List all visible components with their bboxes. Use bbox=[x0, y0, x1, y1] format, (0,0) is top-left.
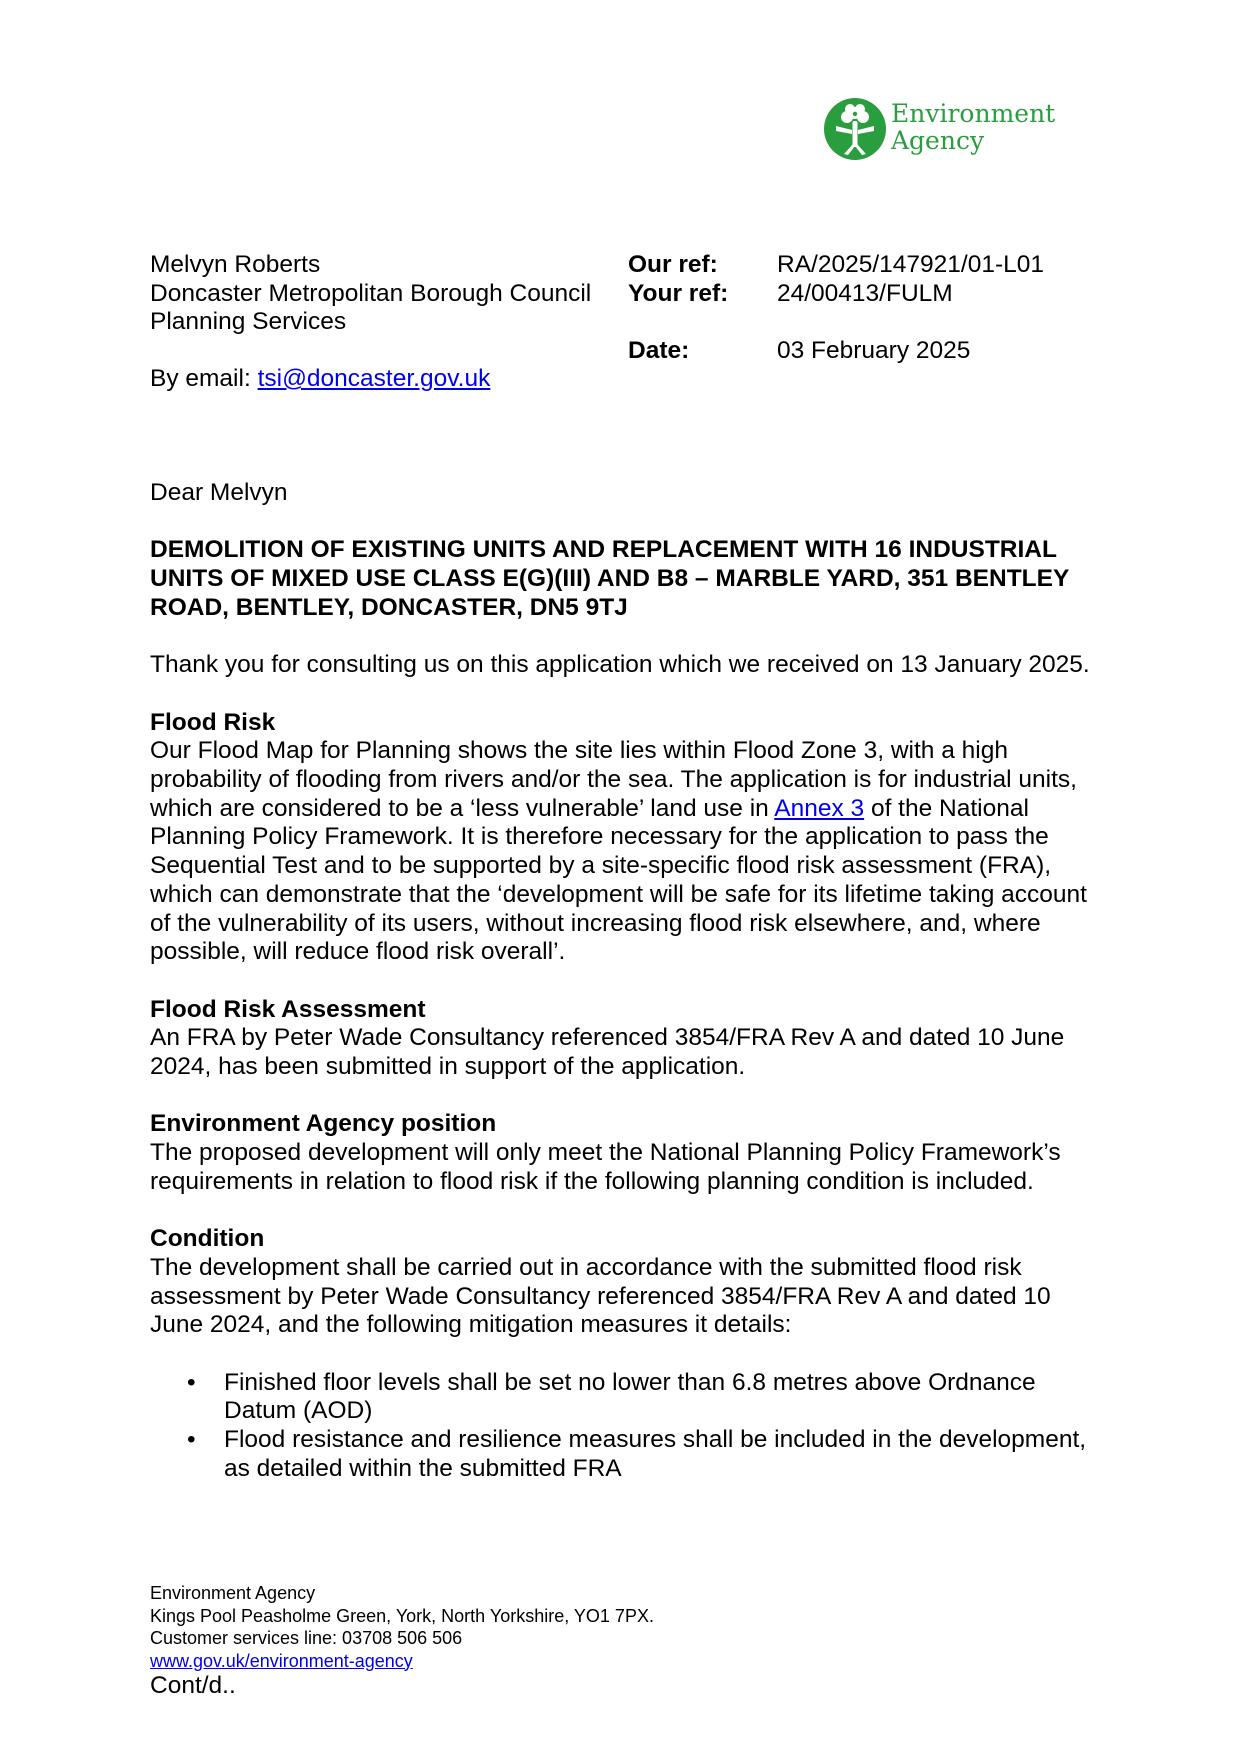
recipient-name: Melvyn Roberts bbox=[150, 251, 321, 278]
intro-paragraph: Thank you for consulting us on this application which we received on 13 January 2025. bbox=[150, 651, 1090, 679]
list-item bbox=[150, 1426, 1110, 1483]
list-item-text: Flood resistance and resilience measures shall be included in the development, as detailed within the submitted FRA bbox=[224, 1426, 1087, 1482]
fra-heading: Flood Risk Assessment bbox=[150, 995, 426, 1023]
bullet-icon: • bbox=[187, 1368, 196, 1396]
your-ref-value: 24/00413/FULM bbox=[777, 279, 953, 307]
footer-address bbox=[150, 1582, 654, 1672]
environment-agency-logo bbox=[822, 96, 1056, 166]
list-item-text: Finished floor levels shall be set no lower than 6.8 metres above Ordnance Datum (AOD) bbox=[224, 1368, 1036, 1425]
condition-paragraph: The development shall be carried out in accordance with the submitted flood risk assessment by Peter Wade Consultancy referenced 3854/FRA Rev A and dated 10 June 2024, and the following mitigation measures it details: bbox=[150, 1253, 1051, 1339]
list-item bbox=[150, 1369, 1110, 1426]
condition-heading: Condition bbox=[150, 1225, 265, 1253]
footer-address-line: Kings Pool Peasholme Green, York, North Yorkshire, YO1 7PX. bbox=[150, 1605, 654, 1626]
logo-line-2: Agency bbox=[891, 126, 985, 155]
position-paragraph: The proposed development will only meet the National Planning Policy Framework’s requirements in relation to flood risk if the following planning condition is included. bbox=[150, 1139, 1061, 1195]
recipient-org: Doncaster Metropolitan Borough Council bbox=[150, 279, 592, 307]
footer-website-link[interactable]: www.gov.uk/environment-agency bbox=[150, 1650, 413, 1671]
by-email-label: By email: bbox=[150, 365, 258, 392]
recipient-email-link[interactable]: tsi@doncaster.gov.uk bbox=[257, 365, 491, 392]
date-label: Date: bbox=[628, 337, 690, 365]
footer-org: Environment Agency bbox=[150, 1583, 316, 1603]
our-ref-value: RA/2025/147921/01-L01 bbox=[777, 251, 1044, 278]
logo-wordmark bbox=[891, 100, 1055, 154]
your-ref-label: Your ref: bbox=[628, 279, 729, 307]
subject-heading: DEMOLITION OF EXISTING UNITS AND REPLACEMENT WITH 16 INDUSTRIAL UNITS OF MIXED USE CLASS E(G)(III) AND B8 – MARBLE YARD, 351 BENTLEY ROAD, BENTLEY, DONCASTER, DN5 9TJ bbox=[150, 536, 1069, 621]
tree-person-logo-icon bbox=[822, 96, 888, 162]
letter-body bbox=[150, 479, 1110, 1484]
by-email-line bbox=[150, 365, 490, 394]
flood-risk-text-part-1: Our Flood Map for Planning shows the site lies within Flood Zone 3, with a high probability of flooding from rivers and/or the sea. The application is for industrial units, which are considered to be a ‘less vulnerable’ land use in bbox=[150, 737, 1077, 822]
position-heading: Environment Agency position bbox=[150, 1110, 497, 1138]
annex-3-link[interactable]: Annex 3 bbox=[774, 794, 865, 822]
continued-marker: Cont/d.. bbox=[150, 1672, 236, 1699]
recipient-dept: Planning Services bbox=[150, 308, 347, 336]
mitigation-list bbox=[150, 1369, 1110, 1484]
footer-phone: Customer services line: 03708 506 506 bbox=[150, 1628, 463, 1648]
recipient-address bbox=[150, 251, 591, 337]
our-ref-label: Our ref: bbox=[628, 251, 718, 278]
salutation: Dear Melvyn bbox=[150, 479, 288, 506]
flood-risk-paragraph bbox=[150, 737, 1110, 967]
bullet-icon: • bbox=[187, 1426, 196, 1454]
fra-paragraph: An FRA by Peter Wade Consultancy referenced 3854/FRA Rev A and dated 10 June 2024, has been submitted in support of the application. bbox=[150, 1024, 1065, 1080]
flood-risk-text-part-2: of the National Planning Policy Framework. It is therefore necessary for the application to pass the Sequential Test and to be supported by a site-specific flood risk assessment (FRA), which can demonstrate that the ‘development will be safe for its lifetime taking account of the vulnerability of its users, without increasing flood risk elsewhere, and, where possible, will reduce flood risk overall’. bbox=[150, 794, 1087, 966]
flood-risk-heading: Flood Risk bbox=[150, 708, 276, 736]
date-value: 03 February 2025 bbox=[777, 337, 971, 365]
logo-line-1: Environment bbox=[891, 99, 1056, 128]
